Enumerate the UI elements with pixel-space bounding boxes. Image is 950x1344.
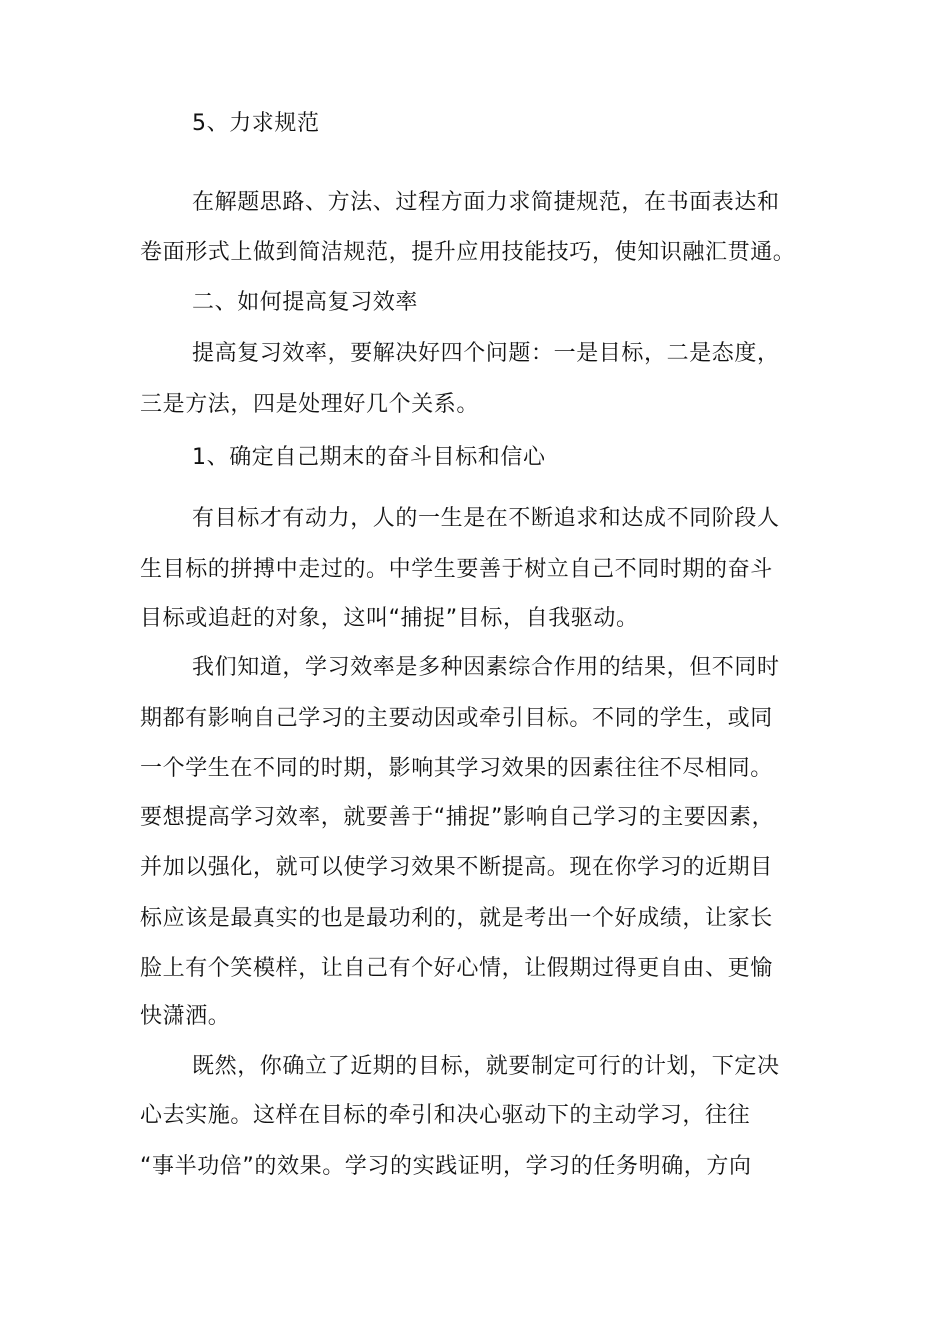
paragraph-line: 提高复习效率，要解决好四个问题：一是目标，二是态度， <box>192 341 780 366</box>
paragraph-line: 既然，你确立了近期的目标，就要制定可行的计划，下定决 <box>192 1054 780 1079</box>
paragraph-line: 快潇洒。 <box>140 1004 231 1029</box>
paragraph-line: 三是方法，四是处理好几个关系。 <box>140 392 480 417</box>
paragraph-line: 我们知道，学习效率是多种因素综合作用的结果，但不同时 <box>192 655 780 680</box>
paragraph-line: 一个学生在不同的时期，影响其学习效果的因素往往不尽相同。 <box>140 756 773 781</box>
paragraph-line: 并加以强化，就可以使学习效果不断提高。现在你学习的近期目 <box>140 855 773 880</box>
paragraph-line: “事半功倍”的效果。学习的实践证明，学习的任务明确，方向 <box>140 1154 752 1179</box>
paragraph-line: 心去实施。这样在目标的牵引和决心驱动下的主动学习，往往 <box>140 1103 751 1128</box>
section-heading-1: 1、确定自己期末的奋斗目标和信心 <box>192 445 546 470</box>
paragraph-line: 生目标的拼搏中走过的。中学生要善于树立自己不同时期的奋斗 <box>140 557 773 582</box>
paragraph-line: 在解题思路、方法、过程方面力求简捷规范，在书面表达和 <box>192 190 780 215</box>
section-heading-5: 5、力求规范 <box>192 111 320 136</box>
paragraph-line: 脸上有个笑模样，让自己有个好心情，让假期过得更自由、更愉 <box>140 956 773 981</box>
paragraph-line: 期都有影响自己学习的主要动因或牵引目标。不同的学生，或同 <box>140 706 773 731</box>
paragraph-line: 卷面形式上做到简洁规范，提升应用技能技巧，使知识融汇贯通。 <box>140 240 796 265</box>
paragraph-line: 要想提高学习效率，就要善于“捕捉”影响自己学习的主要因素， <box>140 805 775 830</box>
paragraph-line: 标应该是最真实的也是最功利的，就是考出一个好成绩，让家长 <box>140 906 773 931</box>
paragraph-line: 有目标才有动力，人的一生是在不断追求和达成不同阶段人 <box>192 506 780 531</box>
paragraph-line: 目标或追赶的对象，这叫“捕捉”目标，自我驱动。 <box>140 606 639 631</box>
section-heading-2: 二、如何提高复习效率 <box>192 290 419 315</box>
